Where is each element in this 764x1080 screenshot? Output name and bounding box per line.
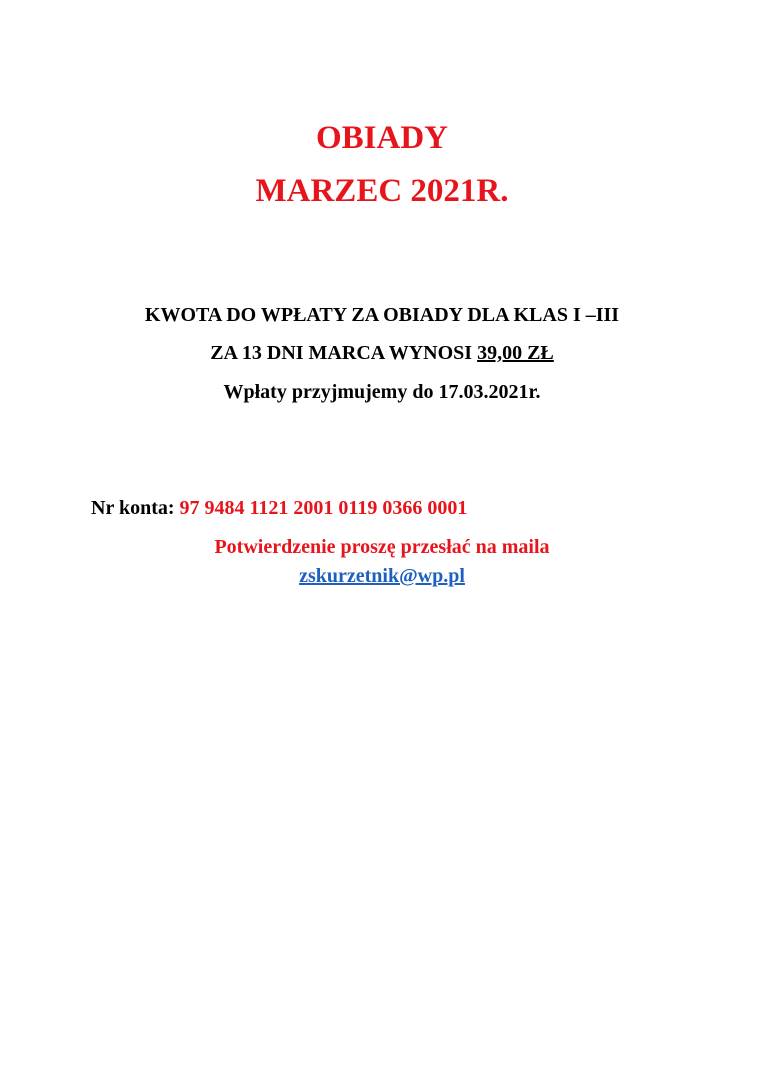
email-link[interactable]: zskurzetnik@wp.pl — [299, 565, 465, 587]
confirmation-instruction: Potwierdzenie proszę przesłać na maila — [214, 536, 550, 558]
amount-info-line: KWOTA DO WPŁATY ZA OBIADY DLA KLAS I –III — [144, 304, 620, 326]
bank-account-number: 97 9484 1121 2001 0119 0366 0001 — [179, 497, 468, 519]
amount-days-prefix: ZA 13 DNI MARCA WYNOSI — [210, 342, 478, 364]
page-title: OBIADY — [315, 120, 449, 156]
email-line — [0, 565, 764, 588]
payment-deadline-line: Wpłaty przyjmujemy do 17.03.2021r. — [223, 381, 541, 403]
amount-days-line — [0, 342, 764, 365]
amount-value: 39,00 ZŁ — [477, 342, 554, 364]
page-subtitle-month: MARZEC 2021R. — [255, 173, 509, 209]
bank-account-line — [91, 497, 467, 520]
bank-account-label: Nr konta: — [91, 497, 180, 519]
